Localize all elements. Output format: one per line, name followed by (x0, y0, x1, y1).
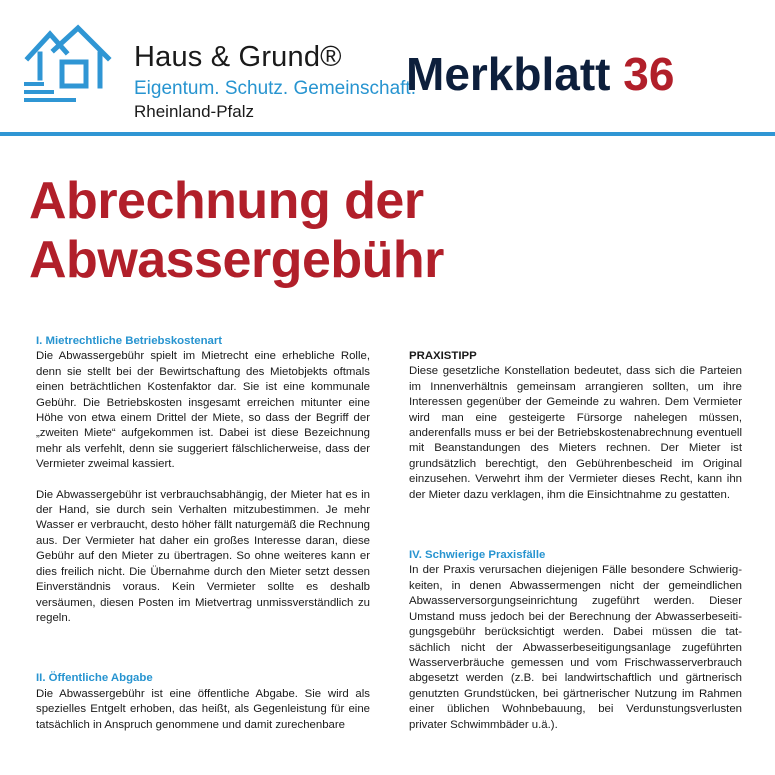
house-logo-icon (22, 24, 114, 104)
page-header (0, 0, 775, 130)
brand-tagline: Eigentum. Schutz. Gemeinschaft. (134, 78, 416, 99)
paragraph: Die Abwassergebühr spielt im Mietrecht eine erhebliche Rolle, denn sie stellt bei der Bewirtschaftung des Mietobjekts oftmals einen beträchtlichen Kostenfaktor dar. Sie ist eine kommunale Gebühr. Die Betriebskosten insgesamt erreichen mitunter eine Höhe von etwa einem Drittel der Miete, so dass der Begriff der „zweiten Miete“ aufgekommen ist. Dabei ist diese Bezeichnung mehr als verfehlt, denn sie suggeriert fälschlicherweise, dass der Vermieter zweimal kassiert. (36, 350, 370, 471)
document-title (29, 172, 444, 290)
paragraph: Die Abwassergebühr ist eine öffentliche Abgabe. Sie wird als spezielles Entgelt erhoben, das heißt, als Gegenleistung für eine tatsächlich in Anspruch genommene und damit zurechenbare (36, 687, 370, 731)
brand-name: Haus & Grund® (134, 41, 342, 73)
spacer (36, 473, 370, 488)
left-column (36, 334, 370, 733)
sheet-label: Merkblatt (406, 48, 611, 100)
spacer (36, 626, 370, 671)
section-heading: IV. Schwierige Praxisfälle (409, 549, 546, 562)
praxistipp-heading: PRAXISTIPP (409, 350, 477, 362)
right-column (409, 349, 742, 733)
document-title-line1: Abrechnung der (29, 172, 424, 230)
paragraph: In der Praxis verursachen diejenigen Fälle besondere Schwierigkeiten, in denen Abwassermengen nicht der gemeindlichen Abwasserversorgungseinrichtung zugeführt werden. Dieser Umstand muss jedoch bei der Berechnung der Abwasserbeseitigungsgebühr berücksichtigt werden. Dabei müssen die tatsächlich nicht der Abwasserbeseitigungsanlage zugeführten Wasserverbräuche gemessen und vom Frischwasserverbrauch abgesetzt werden (z.B. bei landwirtschaftlich und gärtnerisch genutzten Grundstücken, bei gärtnerischer Nutzung im Rahmen einer üblichen Wohnbebauung, bei Verdunstungsverlusten privater Schwimmbäder u.ä.). (409, 564, 742, 731)
section-heading: II. Öffentliche Abgabe (36, 672, 153, 685)
header-divider (0, 132, 775, 136)
sheet-title (406, 48, 674, 100)
spacer (409, 503, 742, 548)
paragraph: Die Abwassergebühr ist verbrauchsabhängig, der Mieter hat es in der Hand, sie durch sein Verhalten mitzubestimmen. Je mehr Wasser er verbraucht, desto höher fällt naturgemäß die Rechnung aus. Der Vermieter hat daher ein großes Interesse daran, diese Gebühr auf den Mieter zu übertragen. So ohne weiteres kann er dies freilich nicht. Die Übernahme durch den Mieter setzt dessen Einverständnis voraus. Kein Vermieter sollte es deshalb versäumen, diesen Posten im Mietvertrag unmissverständlich zu regeln. (36, 488, 370, 624)
brand-region: Rheinland-Pfalz (134, 102, 255, 121)
section-heading: I. Mietrechtliche Betriebskostenart (36, 335, 223, 347)
document-title-line2: Abwassergebühr (29, 231, 444, 289)
sheet-number: 36 (623, 48, 675, 100)
paragraph: Diese gesetzliche Konstellation bedeutet, dass sich die Parteien im Innenverhältnis gemeinsam arrangieren sollten, um ihre Interessen gegenüber der Gemeinde zu wahren. Dem Vermieter wird man eine gesteigerte Fürsorge nahelegen müssen, anderenfalls muss er bei der Betriebskostenabrechnung eventuell mit Beanstandungen des Mieters rechnen. Der Mieter ist grundsätzlich berechtigt, den Gebührenbescheid im Original einzusehen. Verwehrt ihm der Vermieter dieses Recht, kann ihn der Mieter dazu verklagen, ihm die Einsichtnahme zu gestatten. (409, 365, 742, 501)
